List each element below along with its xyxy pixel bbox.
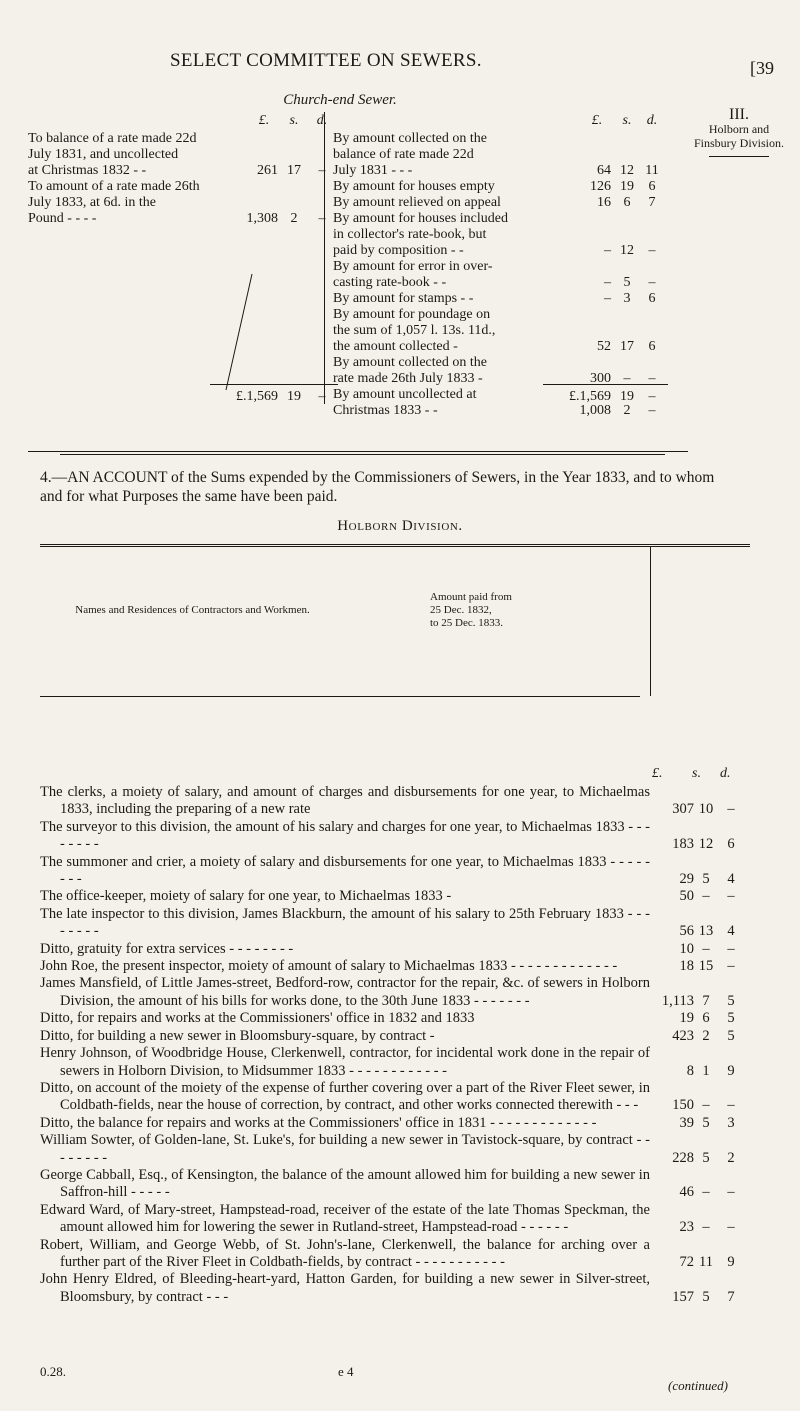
row-amount <box>650 888 750 905</box>
account-amount: 16 <box>597 195 611 210</box>
sidebar-roman: III. <box>729 106 749 123</box>
account-line: rate made 26th July 1833 - <box>333 371 483 386</box>
amount-s: – <box>702 940 710 957</box>
row-amount <box>650 958 750 975</box>
account-amount: 12 <box>620 163 634 178</box>
continued-note: (continued) <box>668 1378 728 1393</box>
amount-l: 56 <box>679 923 694 940</box>
amount-s: 12 <box>698 836 714 853</box>
account-amount: 11 <box>645 163 659 178</box>
account-amount: 126 <box>590 179 611 194</box>
account-amount: 12 <box>620 243 634 258</box>
unit-pence: d. <box>720 766 731 781</box>
amount-l: 150 <box>672 1097 694 1114</box>
amount-s: – <box>702 888 710 905</box>
table-row <box>40 1167 750 1202</box>
row-amount <box>650 784 750 819</box>
row-description: Robert, William, and George Webb, of St. John's-lane, Clerkenwell, the balance for arching over a further part of the River Fleet in Coldbath-fields, by contract - - - - - - - - - - - <box>40 1236 650 1270</box>
total-rule <box>543 384 668 385</box>
account-amount: – <box>604 275 611 290</box>
amount-s: 7 <box>702 992 710 1009</box>
table-row <box>40 1202 750 1237</box>
row-amount <box>650 1271 750 1306</box>
account-amount: 6 <box>648 339 656 354</box>
row-description: James Mansfield, of Little James-street, Bedford-row, contractor for the repair, &c. of sewers in Holborn Division, the amount of his bills for works done, to the 30th June 1833 - - - - - - - <box>40 975 650 1009</box>
unit-pounds: £. <box>652 766 663 781</box>
amount-l: 228 <box>672 1149 694 1166</box>
account-amount: – <box>604 243 611 258</box>
table-row <box>40 958 750 975</box>
amount-d: 5 <box>727 992 735 1009</box>
table-row <box>40 1028 750 1045</box>
amount-s: 5 <box>702 1149 710 1166</box>
amount-l: 183 <box>672 836 694 853</box>
amount-l: 1,113 <box>661 992 694 1009</box>
row-amount <box>650 975 750 1010</box>
account-total: – <box>318 389 326 404</box>
table-row <box>40 906 750 941</box>
amount-l: 23 <box>679 1219 694 1236</box>
account-amount: 3 <box>623 291 631 306</box>
account-amount: 300 <box>590 371 611 386</box>
account-line: By amount for stamps - - <box>333 291 474 306</box>
col-header-amount-2: 25 Dec. 1832, <box>430 603 492 616</box>
account-line: By amount collected on the <box>333 131 487 146</box>
amount-l: 307 <box>672 801 694 818</box>
account-amount: 1,308 <box>246 211 278 226</box>
amount-s: 10 <box>698 801 714 818</box>
account-amount: 1,008 <box>579 403 611 418</box>
footer-signature: e 4 <box>338 1364 354 1379</box>
account-divider <box>324 112 325 404</box>
row-amount <box>650 1080 750 1115</box>
account-line: the amount collected - <box>333 339 458 354</box>
division-heading-text: Holborn Division. <box>337 518 463 534</box>
expenditure-table <box>40 544 750 1384</box>
unit-heading: £. <box>258 113 270 128</box>
account-amount: 19 <box>620 179 634 194</box>
amount-l: 29 <box>679 871 694 888</box>
unit-heading: £. <box>591 113 603 128</box>
row-description: Ditto, the balance for repairs and works at the Commissioners' office in 1831 - - - - - - - - - - - - - <box>40 1114 597 1131</box>
amount-s: – <box>702 1219 710 1236</box>
row-description: Edward Ward, of Mary-street, Hampstead-road, receiver of the estate of the late Thomas Speckman, the amount allowed him for lowering the sewer in Rutland-street, Hampstead-road - - - - - - <box>40 1201 650 1236</box>
account-line: By amount relieved on appeal <box>333 195 501 210</box>
col-header-amount <box>345 544 750 676</box>
table-row <box>40 819 750 854</box>
unit-heading: s. <box>289 113 299 128</box>
table-row <box>40 784 750 819</box>
row-amount <box>650 1167 750 1202</box>
account-amount: 52 <box>597 339 611 354</box>
account-amount: 17 <box>287 163 301 178</box>
amount-s: – <box>702 1097 710 1114</box>
amount-s: 5 <box>702 1288 710 1305</box>
church-end-account <box>28 112 688 418</box>
amount-s: 13 <box>698 923 714 940</box>
account-line: By amount for error in over- <box>333 259 493 274</box>
account-line: the sum of 1,057 l. 13s. 11d., <box>333 323 496 338</box>
running-header: SELECT COMMITTEE ON SEWERS. <box>170 50 482 71</box>
table-row <box>40 1010 750 1027</box>
row-amount <box>650 1237 750 1272</box>
account-amount: – <box>318 163 326 178</box>
amount-d: 9 <box>727 1253 735 1270</box>
amount-s: 6 <box>702 1010 710 1027</box>
account-line: To balance of a rate made 22d <box>28 131 197 146</box>
amount-s: 5 <box>702 871 710 888</box>
account-line: July 1831, and uncollected <box>28 147 179 162</box>
row-amount <box>650 1010 750 1027</box>
account-line: casting rate-book - - <box>333 275 447 290</box>
table-body <box>40 784 750 1306</box>
amount-d: 3 <box>727 1114 735 1131</box>
amount-d: – <box>727 888 735 905</box>
account-rule <box>28 451 688 452</box>
table-row <box>40 854 750 889</box>
account-amount: 2 <box>290 211 298 226</box>
account-total: £.1,569 <box>569 389 611 404</box>
account-total: 19 <box>620 389 634 404</box>
account-total: £.1,569 <box>236 389 278 404</box>
amount-l: 46 <box>679 1184 694 1201</box>
amount-s: 5 <box>702 1114 710 1131</box>
table-row <box>40 1115 750 1132</box>
sidebar-note <box>680 108 798 157</box>
unit-heading: s. <box>622 113 632 128</box>
debit-side <box>28 112 328 412</box>
account-amount: 261 <box>257 163 278 178</box>
row-amount <box>650 906 750 941</box>
account-amount: 6 <box>648 291 656 306</box>
amount-l: 423 <box>672 1027 694 1044</box>
sidebar-rule <box>709 156 769 157</box>
col-header-amount-1: Amount paid from <box>430 590 512 603</box>
amount-l: 50 <box>679 888 694 905</box>
amount-l: 39 <box>679 1114 694 1131</box>
account-amount: – <box>648 243 656 258</box>
amount-d: 6 <box>727 836 735 853</box>
amount-d: – <box>727 958 735 975</box>
table-header-rule <box>40 696 640 697</box>
account-line: in collector's rate-book, but <box>333 227 487 242</box>
account-total: – <box>648 389 656 404</box>
row-description: Ditto, gratuity for extra services - - - - - - - - <box>40 940 294 957</box>
account-amount: – <box>623 371 631 386</box>
row-description: The surveyor to this division, the amount of his salary and charges for one year, to Michaelmas 1833 - - - - - - - - <box>40 818 650 853</box>
row-amount <box>650 1045 750 1080</box>
amount-s: – <box>702 1184 710 1201</box>
table-row <box>40 1080 750 1115</box>
row-description: William Sowter, of Golden-lane, St. Luke's, for building a new sewer in Tavistock-square, by contract - - - - - - - - <box>40 1132 650 1166</box>
page-number: [39 <box>750 58 774 78</box>
account-line: By amount for houses empty <box>333 179 495 194</box>
table-col-divider <box>650 546 651 696</box>
amount-s: 15 <box>698 958 714 975</box>
row-description: Ditto, for building a new sewer in Bloomsbury-square, by contract - <box>40 1027 435 1044</box>
amount-d: 5 <box>727 1027 735 1044</box>
amount-s: 1 <box>702 1062 710 1079</box>
row-amount <box>650 819 750 854</box>
amount-s: 11 <box>699 1253 713 1270</box>
amount-d: – <box>727 940 735 957</box>
account-rule-2 <box>60 454 665 455</box>
table-row <box>40 1132 750 1167</box>
amount-d: – <box>727 1184 735 1201</box>
row-description: John Henry Eldred, of Bleeding-heart-yard, Hatton Garden, for building a new sewer in Silver-street, Bloomsbury, by contract - - - <box>40 1271 650 1305</box>
row-amount <box>650 1115 750 1132</box>
row-description: George Cabball, Esq., of Kensington, the balance of the amount allowed him for building a new sewer in Saffron-hill - - - - - <box>40 1166 650 1201</box>
account-line: Christmas 1833 - - <box>333 403 438 418</box>
unit-heading: d. <box>646 113 658 128</box>
account-amount: 2 <box>623 403 631 418</box>
account-amount: – <box>648 275 656 290</box>
table-row <box>40 1045 750 1080</box>
amount-l: 19 <box>679 1010 694 1027</box>
unit-shillings: s. <box>692 766 701 781</box>
table-row <box>40 1271 750 1306</box>
row-description: The clerks, a moiety of salary, and amount of charges and disbursements for one year, to Michaelmas 1833, including the preparing of a new rate <box>40 784 650 818</box>
amount-d: 9 <box>727 1062 735 1079</box>
account-amount: – <box>604 291 611 306</box>
account-amount: – <box>648 371 656 386</box>
sidebar-line2: Finsbury Division. <box>693 136 784 150</box>
amount-l: 8 <box>686 1062 694 1079</box>
row-amount <box>650 854 750 889</box>
row-amount <box>650 1202 750 1237</box>
account-amount: – <box>318 211 326 226</box>
account-amount: 5 <box>623 275 631 290</box>
table-row <box>40 941 750 958</box>
row-amount <box>650 1028 750 1045</box>
account-line: To amount of a rate made 26th <box>28 179 200 194</box>
amount-l: 10 <box>679 940 694 957</box>
account-line: By amount for houses included <box>333 211 508 226</box>
account-title: 4.—AN ACCOUNT of the Sums expended by the Commissioners of Sewers, in the Year 1833, and to whom and for what Purposes the same have been paid. <box>40 469 715 505</box>
account-amount: 64 <box>597 163 611 178</box>
row-amount <box>650 941 750 958</box>
table-row <box>40 1237 750 1272</box>
row-description: Ditto, for repairs and works at the Commissioners' office in 1832 and 1833 <box>40 1010 475 1027</box>
account-amount: 17 <box>620 339 634 354</box>
account-line: balance of rate made 22d <box>333 147 474 162</box>
amount-d: – <box>727 1219 735 1236</box>
col-header-names: Names and Residences of Contractors and Workmen. <box>75 604 310 616</box>
amount-d: 4 <box>727 871 735 888</box>
amount-l: 157 <box>672 1288 694 1305</box>
row-description: The late inspector to this division, James Blackburn, the amount of his salary to 25th February 1833 - - - - - - - - <box>40 905 650 940</box>
amount-l: 72 <box>679 1253 694 1270</box>
row-description: John Roe, the present inspector, moiety of amount of salary to Michaelmas 1833 - - - - - - - - - - - - - <box>40 958 618 975</box>
account-amount: 6 <box>623 195 631 210</box>
row-description: Henry Johnson, of Woodbridge House, Clerkenwell, contractor, for incidental work done in the repair of sewers in Holborn Division, to Midsummer 1833 - - - - - - - - - - - - <box>40 1045 650 1079</box>
account-amount: 7 <box>648 195 656 210</box>
account-line: By amount uncollected at <box>333 387 477 402</box>
amount-s: 2 <box>702 1027 710 1044</box>
amount-d: 2 <box>727 1149 735 1166</box>
amount-d: 4 <box>727 923 735 940</box>
brace-line <box>218 272 258 392</box>
amount-d: – <box>727 1097 735 1114</box>
account-line: July 1833, at 6d. in the <box>28 195 156 210</box>
account-total: 19 <box>287 389 301 404</box>
row-description: Ditto, on account of the moiety of the expense of further covering over a part of the River Fleet sewer, in Coldbath-fields, near the house of correction, by contract, and other works connected therewith - - - <box>40 1079 650 1114</box>
account-line: By amount collected on the <box>333 355 487 370</box>
table-row <box>40 888 750 905</box>
amount-d: – <box>727 801 735 818</box>
amount-d: 5 <box>727 1010 735 1027</box>
amount-d: 7 <box>727 1288 735 1305</box>
sidebar-line1: Holborn and <box>708 122 770 136</box>
footer-left: 0.28. <box>40 1364 66 1379</box>
account-amount: 6 <box>648 179 656 194</box>
account-line: at Christmas 1832 - - <box>28 163 147 178</box>
account-line: Pound - - - - <box>28 211 97 226</box>
church-end-title: Church-end Sewer. <box>283 92 397 108</box>
account-amount: – <box>648 403 656 418</box>
account-line: paid by composition - - <box>333 243 464 258</box>
account-line: By amount for poundage on <box>333 307 491 322</box>
unit-heading: d. <box>316 113 328 128</box>
col-header-amount-3: to 25 Dec. 1833. <box>430 616 504 629</box>
row-amount <box>650 1132 750 1167</box>
account-line: July 1831 - - - <box>333 163 413 178</box>
row-description: The office-keeper, moiety of salary for one year, to Michaelmas 1833 - <box>40 888 452 905</box>
amount-l: 18 <box>679 958 694 975</box>
division-heading <box>0 518 800 535</box>
credit-side <box>333 112 688 418</box>
table-row <box>40 975 750 1010</box>
row-description: The summoner and crier, a moiety of salary and disbursements for one year, to Michaelmas 1833 - - - - - - - - <box>40 853 650 888</box>
